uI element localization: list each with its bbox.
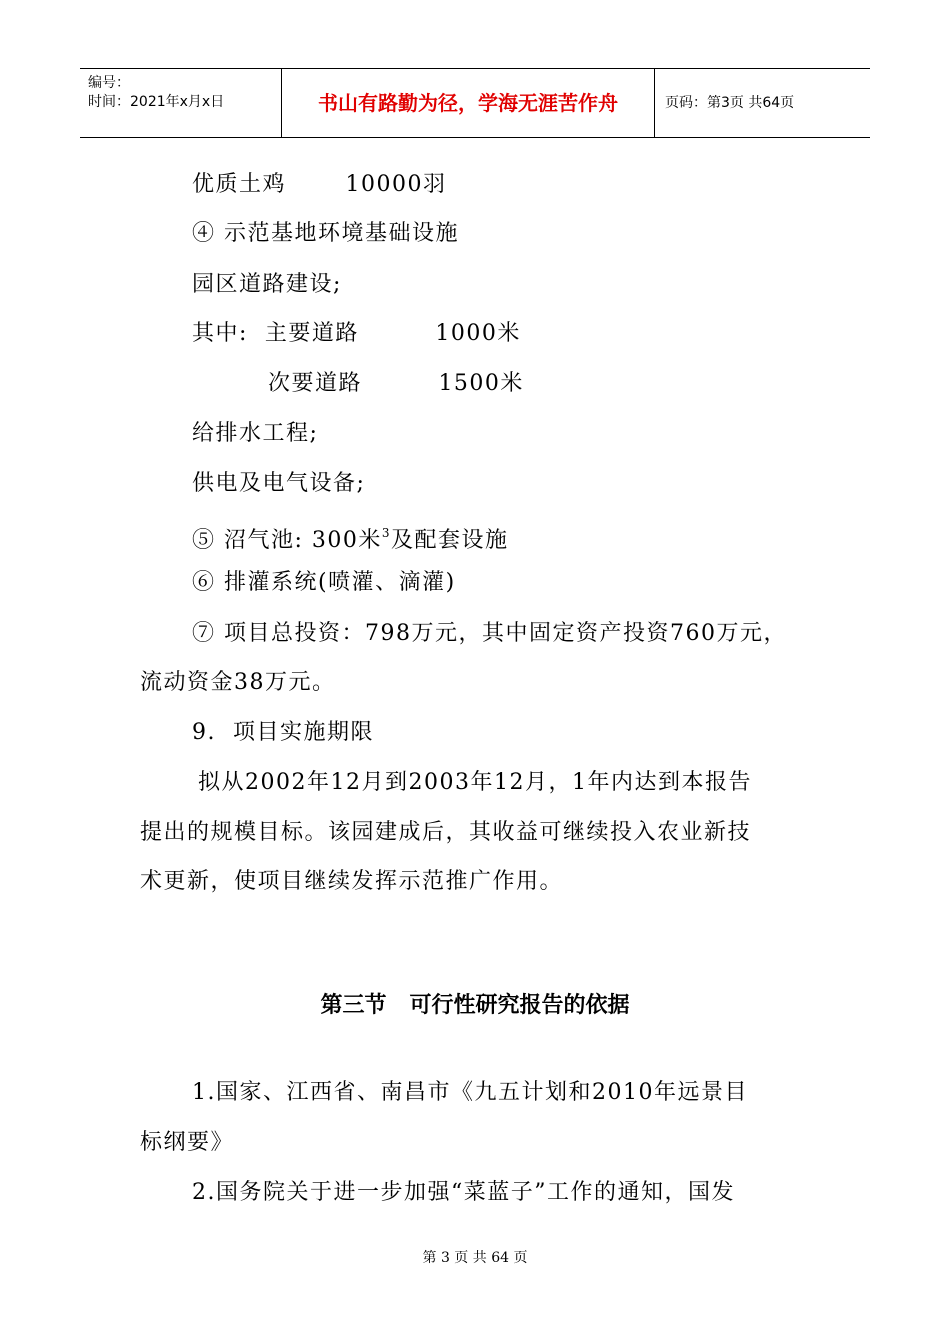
body-line: 供电及电气设备;	[192, 471, 366, 496]
body-line: ⑥ 排灌系统(喷灌、滴灌)	[192, 570, 456, 595]
superscript-three: 3	[381, 526, 392, 540]
page-header	[80, 68, 870, 138]
header-page-info: 页码：第3页 共64页	[665, 95, 795, 111]
body-line: 园区道路建设;	[192, 272, 342, 297]
body-line: 优质土鸡 10000羽	[192, 172, 447, 197]
body-line: 给排水工程;	[192, 421, 319, 446]
reference-line: 标纲要》	[140, 1130, 235, 1155]
header-motto: 书山有路勤为径，学海无涯苦作舟	[282, 69, 655, 137]
body-line: 术更新，使项目继续发挥示范推广作用。	[140, 869, 564, 894]
biogas-text-cont: 及配套设施	[391, 528, 509, 553]
body-line: 9. 项目实施期限	[192, 720, 374, 745]
doc-code-label: 编号：	[88, 75, 130, 91]
header-meta-cell	[80, 69, 282, 137]
section-title: 第三节 可行性研究报告的依据	[320, 993, 630, 1018]
biogas-text: ⑤ 沼气池: 300米	[192, 528, 382, 553]
reference-line: 2.国务院关于进一步加强“菜蓝子”工作的通知，国发	[192, 1180, 735, 1205]
body-line: 拟从2002年12月到2003年12月，1年内达到本报告	[198, 770, 752, 795]
doc-time-label: 时间：2021年x月x日	[88, 94, 225, 110]
body-line: 流动资金38万元。	[140, 670, 336, 695]
body-line	[192, 518, 509, 556]
body-line: ⑦ 项目总投资：798万元，其中固定资产投资760万元，	[192, 621, 787, 646]
body-line: ④ 示范基地环境基础设施	[192, 221, 459, 246]
page-footer: 第 3 页 共 64 页	[422, 1250, 528, 1266]
body-line: 次要道路 1500米	[268, 371, 524, 396]
body-line: 其中: 主要道路 1000米	[192, 321, 521, 346]
reference-line: 1.国家、江西省、南昌市《九五计划和2010年远景目	[192, 1080, 748, 1105]
body-line: 提出的规模目标。该园建成后，其收益可继续投入农业新技	[140, 820, 752, 845]
